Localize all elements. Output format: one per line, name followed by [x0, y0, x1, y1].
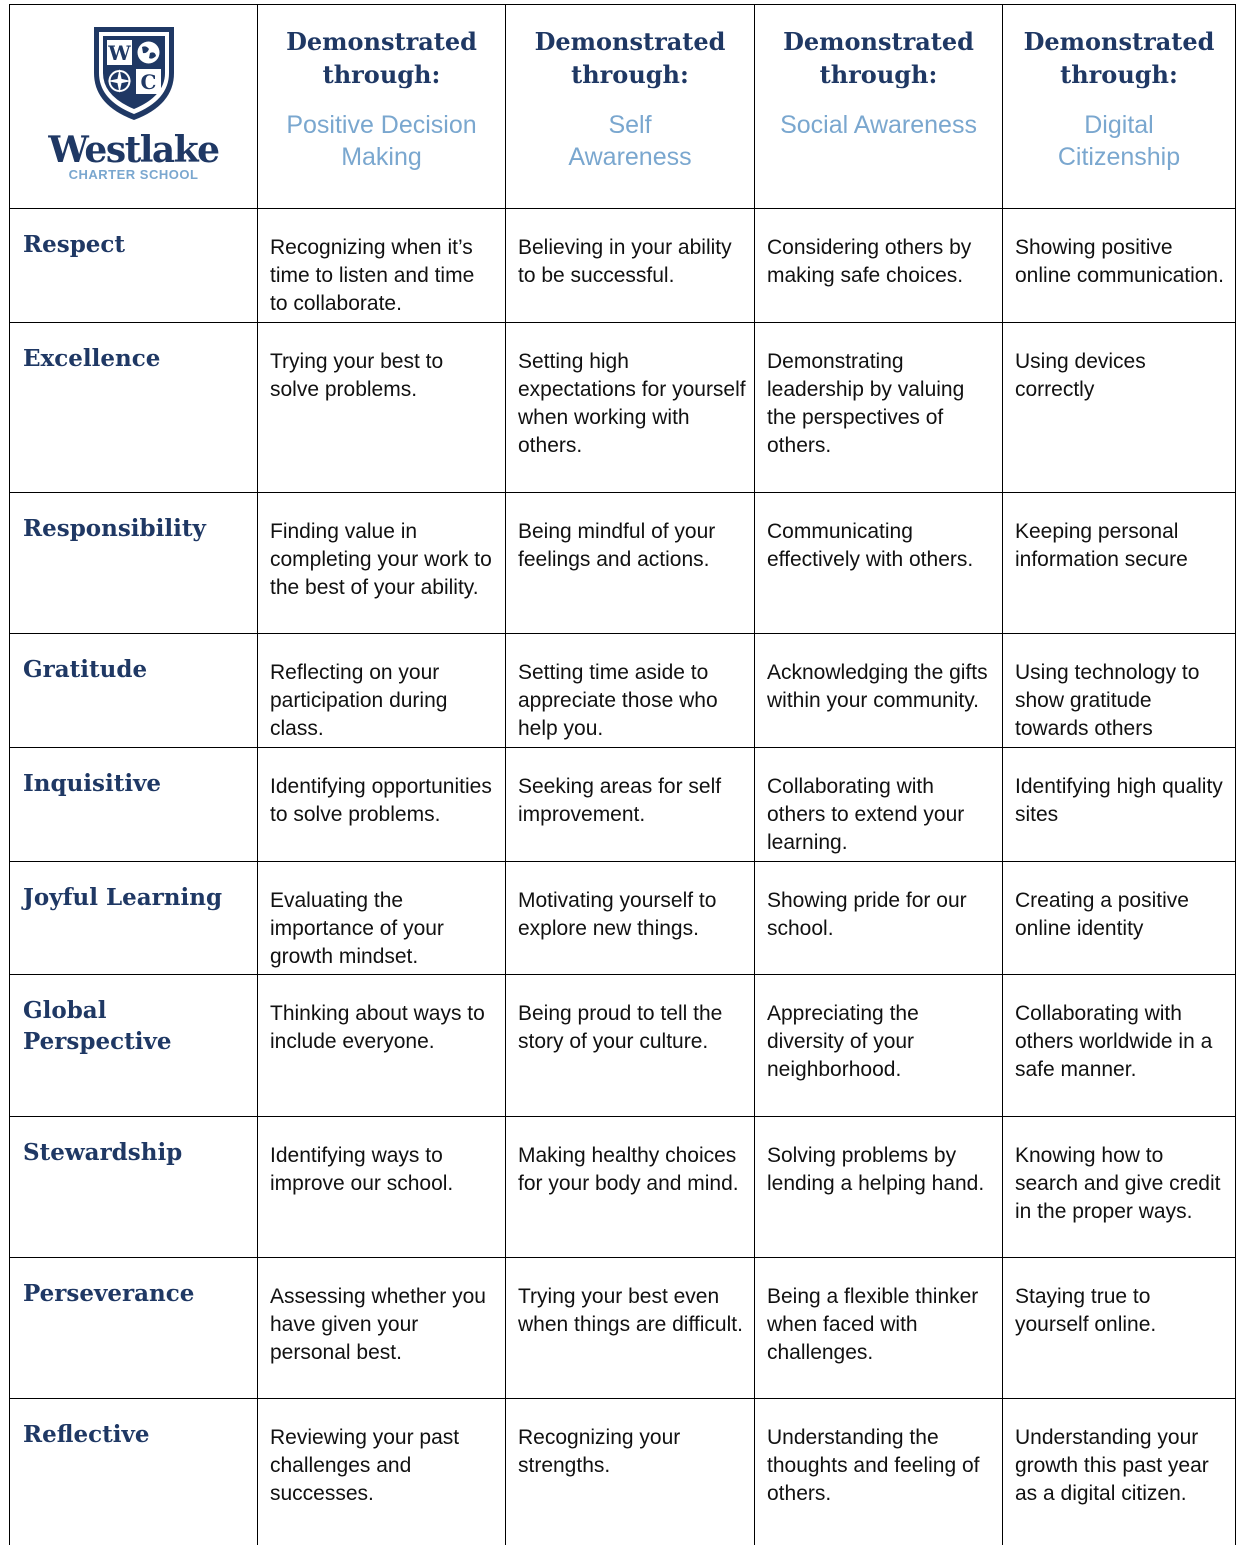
- table-cell: [1003, 748, 1236, 862]
- value-cell: [10, 862, 258, 975]
- cell-text: Using technology to show gratitude towards others: [1015, 661, 1200, 740]
- table-cell: [258, 323, 506, 493]
- table-row: [10, 1117, 1236, 1258]
- table-cell: [506, 975, 755, 1117]
- column-header-0: [258, 5, 506, 209]
- table-cell: [506, 1117, 755, 1258]
- cell-text: Identifying ways to improve our school.: [270, 1144, 454, 1195]
- cell-text: Finding value in completing your work to the best of your ability.: [270, 520, 492, 599]
- cell-text: Acknowledging the gifts within your community.: [767, 661, 988, 712]
- table-cell: [258, 1117, 506, 1258]
- school-crest-icon: [89, 23, 179, 123]
- table-cell: [258, 1258, 506, 1399]
- table-cell: [755, 975, 1003, 1117]
- table-cell: [258, 975, 506, 1117]
- column-topic: Social Awareness: [780, 111, 977, 139]
- table-cell: [755, 323, 1003, 493]
- cell-text: Motivating yourself to explore new things.: [518, 889, 717, 940]
- value-label: Responsibility: [23, 515, 206, 542]
- column-header-3: [1003, 5, 1236, 209]
- cell-text: Communicating effectively with others.: [767, 520, 974, 571]
- table-cell: [258, 1399, 506, 1545]
- table-cell: [755, 1399, 1003, 1545]
- value-label: Perseverance: [23, 1280, 195, 1307]
- cell-text: Setting high expectations for yourself when working with others.: [518, 350, 746, 457]
- cell-text: Being proud to tell the story of your culture.: [518, 1002, 723, 1053]
- value-cell: [10, 1258, 258, 1399]
- cell-text: Being a flexible thinker when faced with challenges.: [767, 1285, 979, 1364]
- value-label: Gratitude: [23, 656, 148, 683]
- table-cell: [755, 1117, 1003, 1258]
- cell-text: Considering others by making safe choices.: [767, 236, 972, 287]
- table-cell: [1003, 323, 1236, 493]
- table-cell: [1003, 634, 1236, 748]
- value-cell: [10, 975, 258, 1117]
- cell-text: Making healthy choices for your body and mind.: [518, 1144, 739, 1195]
- value-label: Reflective: [23, 1421, 150, 1448]
- cell-text: Collaborating with others worldwide in a safe manner.: [1015, 1002, 1213, 1081]
- crest-letter-w: W: [107, 41, 131, 65]
- school-name: Westlake: [48, 129, 219, 171]
- cell-text: Assessing whether you have given your personal best.: [270, 1285, 486, 1364]
- column-heading: Demonstrated through:: [534, 27, 726, 89]
- cell-text: Showing pride for our school.: [767, 889, 967, 940]
- cell-text: Knowing how to search and give credit in the proper ways.: [1015, 1144, 1221, 1223]
- school-subtitle: CHARTER SCHOOL: [68, 167, 199, 182]
- table-cell: [1003, 209, 1236, 323]
- column-heading: Demonstrated through:: [1023, 27, 1215, 89]
- school-logo: [10, 5, 257, 182]
- table-cell: [755, 1258, 1003, 1399]
- header-row: [10, 5, 1236, 209]
- value-label: Respect: [23, 231, 126, 258]
- table-cell: [1003, 1258, 1236, 1399]
- table-cell: [258, 862, 506, 975]
- cell-text: Keeping personal information secure: [1015, 520, 1188, 571]
- value-cell: [10, 1399, 258, 1545]
- table-cell: [506, 493, 755, 634]
- cell-text: Showing positive online communication.: [1015, 236, 1224, 287]
- cell-text: Thinking about ways to include everyone.: [270, 1002, 485, 1053]
- table-cell: [755, 634, 1003, 748]
- table-row: [10, 748, 1236, 862]
- table-cell: [258, 209, 506, 323]
- table-cell: [506, 1258, 755, 1399]
- value-cell: [10, 493, 258, 634]
- cell-text: Using devices correctly: [1015, 350, 1146, 401]
- column-header-2: [755, 5, 1003, 209]
- table-cell: [258, 493, 506, 634]
- table-row: [10, 1258, 1236, 1399]
- cell-text: Identifying high quality sites: [1015, 775, 1223, 826]
- table-cell: [1003, 975, 1236, 1117]
- table-row: [10, 634, 1236, 748]
- cell-text: Understanding the thoughts and feeling of others.: [767, 1426, 980, 1505]
- cell-text: Evaluating the importance of your growth mindset.: [270, 889, 444, 968]
- cell-text: Recognizing when it’s time to listen and time to collaborate.: [270, 236, 475, 315]
- table-cell: [506, 634, 755, 748]
- table-row: [10, 862, 1236, 975]
- table-cell: [506, 862, 755, 975]
- table-cell: [755, 862, 1003, 975]
- table-row: [10, 323, 1236, 493]
- table-cell: [755, 493, 1003, 634]
- table-cell: [506, 323, 755, 493]
- value-cell: [10, 209, 258, 323]
- table-cell: [1003, 1117, 1236, 1258]
- column-heading: Demonstrated through:: [286, 27, 477, 89]
- cell-text: Reviewing your past challenges and successes.: [270, 1426, 460, 1505]
- table-row: [10, 209, 1236, 323]
- cell-text: Reflecting on your participation during class.: [270, 661, 448, 740]
- cell-text: Understanding your growth this past year as a digital citizen.: [1015, 1426, 1209, 1505]
- cell-text: Staying true to yourself online.: [1015, 1285, 1157, 1336]
- value-label: Excellence: [23, 345, 161, 372]
- cell-text: Believing in your ability to be successful.: [518, 236, 732, 287]
- table-cell: [755, 748, 1003, 862]
- cell-text: Demonstrating leadership by valuing the perspectives of others.: [767, 350, 965, 457]
- table-row: [10, 493, 1236, 634]
- cell-text: Trying your best even when things are difficult.: [518, 1285, 743, 1336]
- cell-text: Recognizing your strengths.: [518, 1426, 681, 1477]
- value-label: Joyful Learning: [23, 884, 223, 911]
- value-cell: [10, 323, 258, 493]
- table-row: [10, 975, 1236, 1117]
- cell-text: Seeking areas for self improvement.: [518, 775, 722, 826]
- cell-text: Creating a positive online identity: [1015, 889, 1189, 940]
- logo-cell: [10, 5, 258, 209]
- table-cell: [1003, 1399, 1236, 1545]
- table-cell: [258, 748, 506, 862]
- table-cell: [1003, 493, 1236, 634]
- cell-text: Identifying opportunities to solve problems.: [270, 775, 492, 826]
- cell-text: Solving problems by lending a helping hand.: [767, 1144, 985, 1195]
- column-topic: Positive Decision Making: [286, 111, 477, 171]
- column-topic: Self Awareness: [568, 111, 692, 171]
- table-cell: [1003, 862, 1236, 975]
- table-cell: [506, 1399, 755, 1545]
- cell-text: Setting time aside to appreciate those who help you.: [518, 661, 718, 740]
- table-row: [10, 1399, 1236, 1545]
- value-cell: [10, 748, 258, 862]
- table-cell: [258, 634, 506, 748]
- value-cell: [10, 1117, 258, 1258]
- cell-text: Being mindful of your feelings and actions.: [518, 520, 716, 571]
- cell-text: Appreciating the diversity of your neighborhood.: [767, 1002, 919, 1081]
- table-cell: [755, 209, 1003, 323]
- crest-letter-c: C: [140, 70, 156, 94]
- value-label: Global Perspective: [23, 997, 172, 1055]
- cell-text: Trying your best to solve problems.: [270, 350, 444, 401]
- cell-text: Collaborating with others to extend your learning.: [767, 775, 965, 854]
- value-label: Inquisitive: [23, 770, 162, 797]
- value-label: Stewardship: [23, 1139, 183, 1166]
- column-heading: Demonstrated through:: [783, 27, 974, 89]
- column-header-1: [506, 5, 755, 209]
- values-table: [9, 4, 1236, 1545]
- table-cell: [506, 209, 755, 323]
- table-cell: [506, 748, 755, 862]
- column-topic: Digital Citizenship: [1057, 111, 1181, 171]
- value-cell: [10, 634, 258, 748]
